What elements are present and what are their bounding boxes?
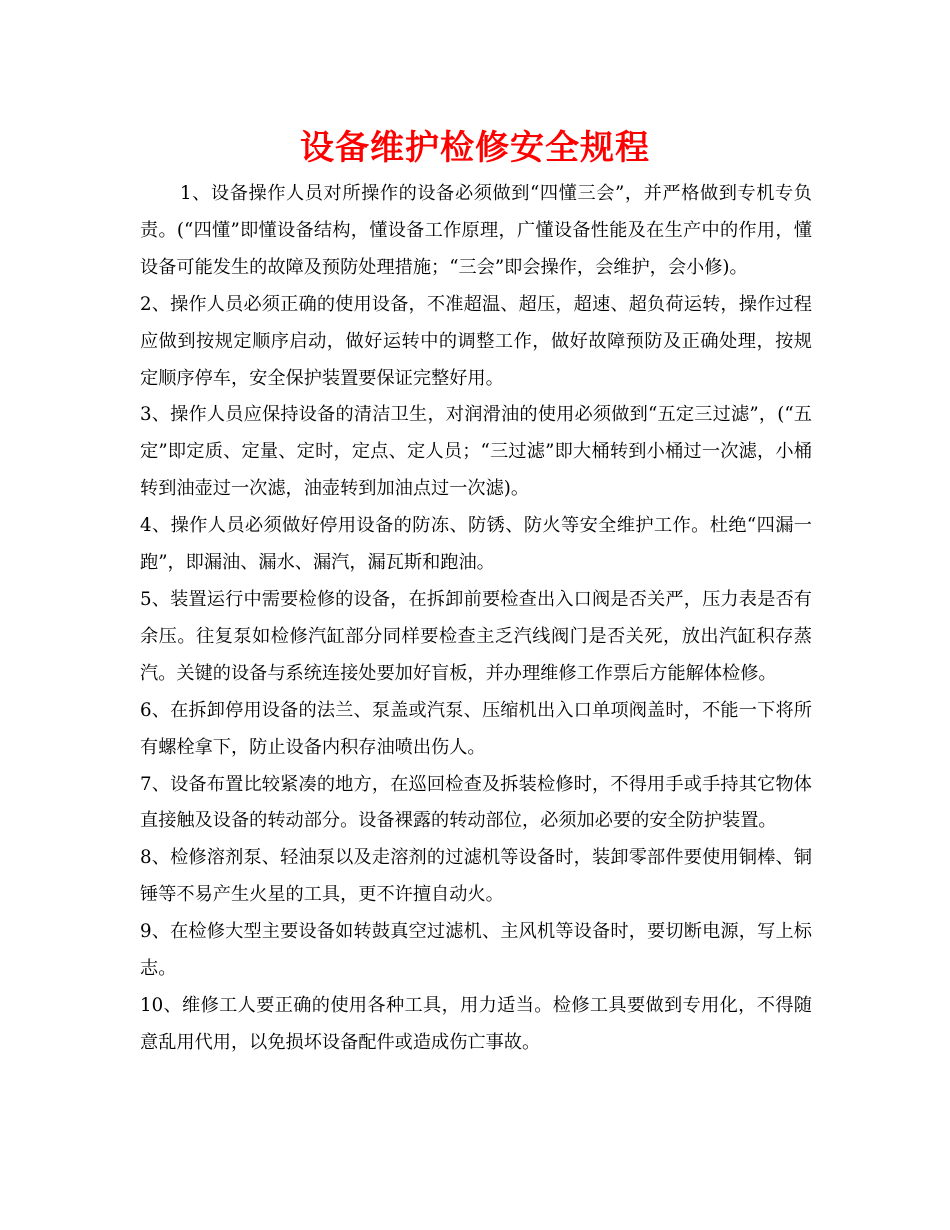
paragraph-1: 1、设备操作人员对所操作的设备必须做到“四懂三会”，并严格做到专机专负责。(“四懂”即懂设备结构，懂设备工作原理，广懂设备性能及在生产中的作用，懂设备可能发生的故障及预防处理措施；“三会”即会操作，会维护，会小修)。 [140, 183, 812, 278]
paragraph-8: 8、检修溶剂泵、轻油泵以及走溶剂的过滤机等设备时，装卸零部件要使用铜棒、铜锤等不易产生火星的工具，更不许擅自动火。 [140, 847, 812, 906]
paragraph-10: 10、维修工人要正确的使用各种工具，用力适当。检修工具要做到专用化，不得随意乱用代用，以免损坏设备配件或造成伤亡事故。 [140, 994, 812, 1053]
paragraph-4: 4、操作人员必须做好停用设备的防冻、防锈、防火等安全维护工作。杜绝“四漏一跑”，即漏油、漏水、漏汽，漏瓦斯和跑油。 [140, 515, 812, 574]
document-title: 设备维护检修安全规程 [300, 128, 650, 168]
paragraph-5: 5、装置运行中需要检修的设备，在拆卸前要检查出入口阀是否关严，压力表是否有余压。往复泵如检修汽缸部分同样要检查主乏汽线阀门是否关死，放出汽缸积存蒸汽。关键的设备与系统连接处要加好盲板，并办理维修工作票后方能解体检修。 [140, 588, 812, 684]
paragraph-6: 6、在拆卸停用设备的法兰、泵盖或汽泵、压缩机出入口单项阀盖时，不能一下将所有螺栓拿下，防止设备内积存油喷出伤人。 [140, 699, 812, 758]
paragraph-3: 3、操作人员应保持设备的清洁卫生，对润滑油的使用必须做到“五定三过滤”，(“五定”即定质、定量、定时，定点、定人员；“三过滤”即大桶转到小桶过一次滤，小桶转到油壶过一次滤，油壶转到加油点过一次滤)。 [140, 404, 812, 500]
document-body [140, 176, 812, 1062]
paragraph-9: 9、在检修大型主要设备如转鼓真空过滤机、主风机等设备时，要切断电源，写上标志。 [140, 921, 812, 980]
paragraph-2: 2、操作人员必须正确的使用设备，不准超温、超压，超速、超负荷运转，操作过程应做到按规定顺序启动，做好运转中的调整工作，做好故障预防及正确处理，按规定顺序停车，安全保护装置要保证完整好用。 [140, 293, 812, 389]
paragraph-7: 7、设备布置比较紧凑的地方，在巡回检查及拆装检修时，不得用手或手持其它物体直接触及设备的转动部分。设备裸露的转动部位，必须加必要的安全防护装置。 [140, 773, 812, 832]
